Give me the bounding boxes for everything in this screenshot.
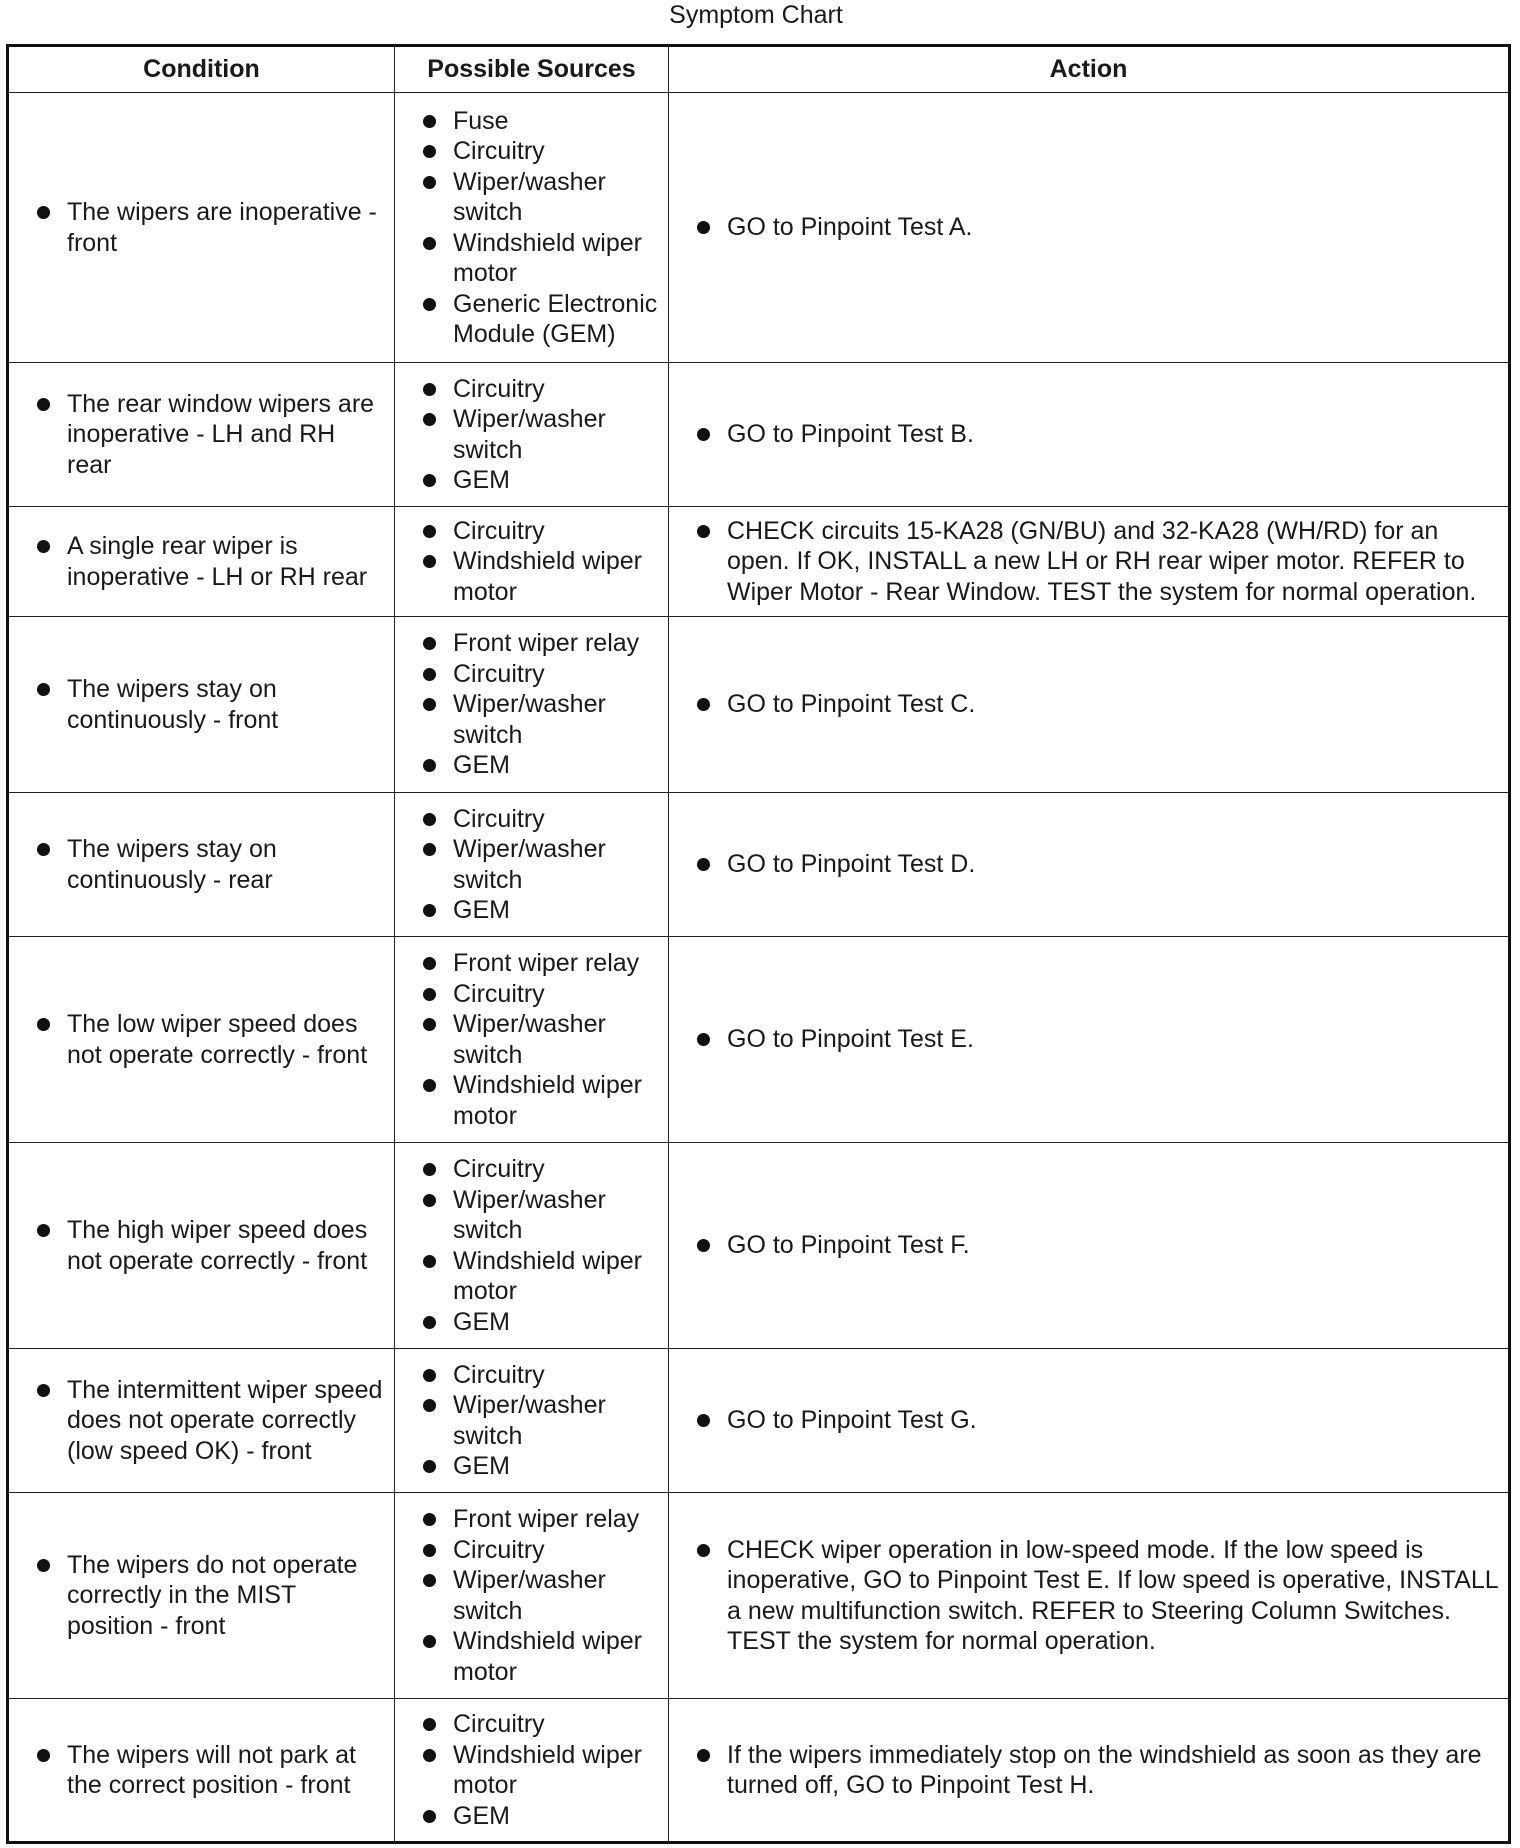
source-item: Windshield wiper motor [421,1070,658,1131]
action-text: GO to Pinpoint Test F. [695,1230,1498,1261]
source-item: Fuse [421,106,658,137]
source-item: Circuitry [421,516,658,547]
source-item: Wiper/washer switch [421,1390,658,1451]
action-text: If the wipers immediately stop on the windshield as soon as they are turned off, GO to Pinpoint Test H. [695,1740,1498,1801]
sources-cell [395,363,669,507]
source-item: Windshield wiper motor [421,1740,658,1801]
table-row [8,1349,1510,1493]
source-item: GEM [421,1307,658,1338]
source-item: Windshield wiper motor [421,1626,658,1687]
source-item: Wiper/washer switch [421,1185,658,1246]
sources-cell [395,1699,669,1843]
source-item: GEM [421,465,658,496]
sources-cell [395,617,669,793]
source-item: Wiper/washer switch [421,167,658,228]
action-cell [669,1493,1510,1699]
source-item: GEM [421,1801,658,1832]
condition-text: The wipers will not park at the correct position - front [35,1740,384,1801]
action-text: GO to Pinpoint Test C. [695,689,1498,720]
action-text: CHECK wiper operation in low-speed mode. If the low speed is inoperative, GO to Pinpoint Test E. If low speed is operative, INSTALL a new multifunction switch. REFER to Steering Column Switches. TEST the system for normal operation. [695,1535,1498,1657]
condition-text: The wipers stay on continuously - rear [35,834,384,895]
condition-cell [8,1143,395,1349]
table-row [8,1699,1510,1843]
source-item: Wiper/washer switch [421,1565,658,1626]
sources-cell [395,1143,669,1349]
sources-cell [395,793,669,937]
sources-cell [395,1493,669,1699]
header-row [8,46,1510,93]
source-item: Circuitry [421,804,658,835]
sources-header: Possible Sources [395,46,669,93]
table-row [8,363,1510,507]
chart-title: Symptom Chart [669,1,843,29]
table-row [8,617,1510,793]
sources-cell [395,507,669,617]
source-item: GEM [421,1451,658,1482]
source-item: Circuitry [421,374,658,405]
action-text: GO to Pinpoint Test G. [695,1405,1498,1436]
action-cell [669,793,1510,937]
condition-header: Condition [8,46,395,93]
source-item: Wiper/washer switch [421,404,658,465]
action-header: Action [669,46,1510,93]
source-item: Front wiper relay [421,628,658,659]
sources-cell [395,93,669,363]
source-item: Wiper/washer switch [421,834,658,895]
action-text: GO to Pinpoint Test D. [695,849,1498,880]
condition-cell [8,1493,395,1699]
condition-text: The rear window wipers are inoperative - LH and RH rear [35,389,384,481]
action-text: CHECK circuits 15-KA28 (GN/BU) and 32-KA28 (WH/RD) for an open. If OK, INSTALL a new LH or RH rear wiper motor. REFER to Wiper Motor - Rear Window. TEST the system for normal operation. [695,516,1498,608]
condition-text: The high wiper speed does not operate correctly - front [35,1215,384,1276]
condition-cell [8,363,395,507]
condition-cell [8,507,395,617]
condition-text: The wipers are inoperative - front [35,197,384,258]
table-row [8,937,1510,1143]
source-item: Circuitry [421,659,658,690]
source-item: Front wiper relay [421,1504,658,1535]
condition-text: The low wiper speed does not operate correctly - front [35,1009,384,1070]
action-cell [669,937,1510,1143]
sources-cell [395,937,669,1143]
condition-text: The wipers stay on continuously - front [35,674,384,735]
source-item: Windshield wiper motor [421,546,658,607]
action-text: GO to Pinpoint Test E. [695,1024,1498,1055]
condition-cell [8,1349,395,1493]
action-text: GO to Pinpoint Test A. [695,212,1498,243]
source-item: Windshield wiper motor [421,1246,658,1307]
source-item: GEM [421,750,658,781]
source-item: Circuitry [421,1709,658,1740]
condition-text: The intermittent wiper speed does not operate correctly (low speed OK) - front [35,1375,384,1467]
sources-cell [395,1349,669,1493]
action-text: GO to Pinpoint Test B. [695,419,1498,450]
source-item: Wiper/washer switch [421,1009,658,1070]
source-item: Circuitry [421,1360,658,1391]
source-item: Circuitry [421,979,658,1010]
source-item: Circuitry [421,1535,658,1566]
condition-cell [8,937,395,1143]
table-row [8,507,1510,617]
action-cell [669,1143,1510,1349]
action-cell [669,363,1510,507]
condition-cell [8,1699,395,1843]
condition-text: The wipers do not operate correctly in the MIST position - front [35,1550,384,1642]
condition-cell [8,793,395,937]
condition-cell [8,93,395,363]
condition-cell [8,617,395,793]
condition-text: A single rear wiper is inoperative - LH or RH rear [35,531,384,592]
table-body [8,93,1510,1843]
source-item: Windshield wiper motor [421,228,658,289]
action-cell [669,1699,1510,1843]
action-cell [669,93,1510,363]
source-item: Generic Electronic Module (GEM) [421,289,658,350]
table-row [8,1143,1510,1349]
source-item: GEM [421,895,658,926]
symptom-table [6,44,1511,1844]
table-row [8,793,1510,937]
table-row [8,93,1510,363]
table-row [8,1493,1510,1699]
action-cell [669,617,1510,793]
source-item: Wiper/washer switch [421,689,658,750]
source-item: Circuitry [421,1154,658,1185]
action-cell [669,507,1510,617]
action-cell [669,1349,1510,1493]
source-item: Front wiper relay [421,948,658,979]
source-item: Circuitry [421,136,658,167]
